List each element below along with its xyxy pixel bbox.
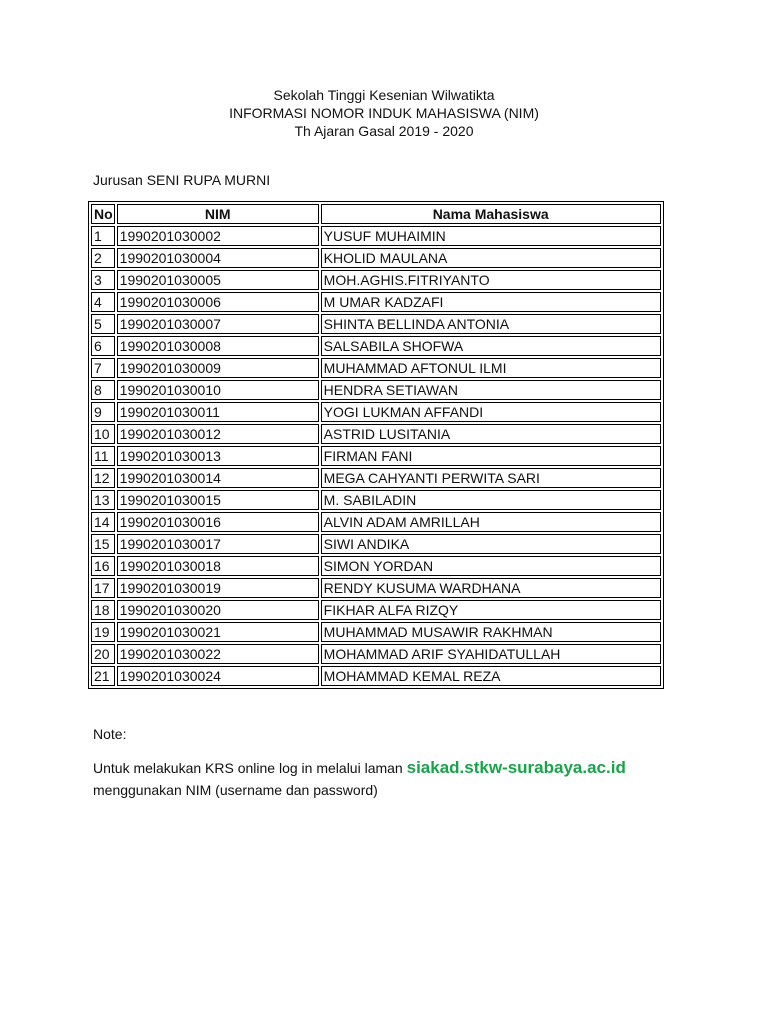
- cell-no: 13: [91, 490, 115, 510]
- cell-no: 21: [91, 666, 115, 686]
- cell-no: 12: [91, 468, 115, 488]
- cell-name: ASTRID LUSITANIA: [321, 424, 661, 444]
- cell-no: 18: [91, 600, 115, 620]
- cell-name: SHINTA BELLINDA ANTONIA: [321, 314, 661, 334]
- table-row: [91, 358, 661, 378]
- cell-no: 1: [91, 226, 115, 246]
- cell-name: HENDRA SETIAWAN: [321, 380, 661, 400]
- cell-no: 2: [91, 248, 115, 268]
- cell-name: MEGA CAHYANTI PERWITA SARI: [321, 468, 661, 488]
- table-row: [91, 380, 661, 400]
- student-table-container: [88, 201, 664, 689]
- cell-name: M UMAR KADZAFI: [321, 292, 661, 312]
- cell-no: 16: [91, 556, 115, 576]
- note-text: [93, 757, 733, 801]
- table-row: [91, 248, 661, 268]
- cell-nim: 1990201030013: [117, 446, 319, 466]
- cell-nim: 1990201030024: [117, 666, 319, 686]
- cell-nim: 1990201030007: [117, 314, 319, 334]
- cell-name: ALVIN ADAM AMRILLAH: [321, 512, 661, 532]
- table-row: [91, 644, 661, 664]
- cell-no: 15: [91, 534, 115, 554]
- cell-nim: 1990201030010: [117, 380, 319, 400]
- note-label: Note:: [93, 726, 127, 742]
- cell-name: MUHAMMAD MUSAWIR RAKHMAN: [321, 622, 661, 642]
- cell-no: 19: [91, 622, 115, 642]
- table-row: [91, 534, 661, 554]
- document-title: INFORMASI NOMOR INDUK MAHASISWA (NIM): [229, 105, 539, 121]
- cell-nim: 1990201030006: [117, 292, 319, 312]
- table-row: [91, 336, 661, 356]
- cell-nim: 1990201030020: [117, 600, 319, 620]
- cell-nim: 1990201030016: [117, 512, 319, 532]
- cell-name: FIKHAR ALFA RIZQY: [321, 600, 661, 620]
- note-line2-text: menggunakan NIM (username dan password): [93, 782, 378, 798]
- cell-name: FIRMAN FANI: [321, 446, 661, 466]
- cell-nim: 1990201030019: [117, 578, 319, 598]
- student-table: [88, 201, 664, 689]
- department-label: Jurusan SENI RUPA MURNI: [93, 172, 271, 188]
- cell-nim: 1990201030014: [117, 468, 319, 488]
- cell-no: 7: [91, 358, 115, 378]
- cell-no: 14: [91, 512, 115, 532]
- cell-no: 10: [91, 424, 115, 444]
- table-row: [91, 600, 661, 620]
- cell-nim: 1990201030012: [117, 424, 319, 444]
- cell-name: RENDY KUSUMA WARDHANA: [321, 578, 661, 598]
- table-row: [91, 424, 661, 444]
- cell-no: 9: [91, 402, 115, 422]
- cell-name: YOGI LUKMAN AFFANDI: [321, 402, 661, 422]
- cell-name: MOHAMMAD KEMAL REZA: [321, 666, 661, 686]
- cell-no: 6: [91, 336, 115, 356]
- cell-name: YUSUF MUHAIMIN: [321, 226, 661, 246]
- cell-nim: 1990201030022: [117, 644, 319, 664]
- table-row: [91, 314, 661, 334]
- cell-nim: 1990201030011: [117, 402, 319, 422]
- cell-name: M. SABILADIN: [321, 490, 661, 510]
- table-body: [91, 226, 661, 686]
- cell-no: 17: [91, 578, 115, 598]
- cell-no: 5: [91, 314, 115, 334]
- table-row: [91, 666, 661, 686]
- cell-name: SALSABILA SHOFWA: [321, 336, 661, 356]
- table-row: [91, 578, 661, 598]
- table-row: [91, 468, 661, 488]
- cell-no: 4: [91, 292, 115, 312]
- table-row: [91, 622, 661, 642]
- table-row: [91, 512, 661, 532]
- cell-name: KHOLID MAULANA: [321, 248, 661, 268]
- table-row: [91, 292, 661, 312]
- academic-period: Th Ajaran Gasal 2019 - 2020: [294, 123, 474, 139]
- table-row: [91, 270, 661, 290]
- header-no: No: [91, 204, 115, 224]
- cell-nim: 1990201030004: [117, 248, 319, 268]
- cell-name: SIWI ANDIKA: [321, 534, 661, 554]
- cell-name: MUHAMMAD AFTONUL ILMI: [321, 358, 661, 378]
- cell-nim: 1990201030018: [117, 556, 319, 576]
- cell-name: MOHAMMAD ARIF SYAHIDATULLAH: [321, 644, 661, 664]
- cell-nim: 1990201030005: [117, 270, 319, 290]
- cell-nim: 1990201030015: [117, 490, 319, 510]
- institution-name: Sekolah Tinggi Kesenian Wilwatikta: [273, 87, 495, 103]
- header-name: Nama Mahasiswa: [321, 204, 661, 224]
- header-nim: NIM: [117, 204, 319, 224]
- cell-nim: 1990201030017: [117, 534, 319, 554]
- table-header-row: [91, 204, 661, 224]
- cell-no: 20: [91, 644, 115, 664]
- cell-nim: 1990201030009: [117, 358, 319, 378]
- document-header: [0, 86, 768, 140]
- cell-no: 3: [91, 270, 115, 290]
- table-row: [91, 556, 661, 576]
- cell-name: MOH.AGHIS.FITRIYANTO: [321, 270, 661, 290]
- cell-nim: 1990201030021: [117, 622, 319, 642]
- table-row: [91, 446, 661, 466]
- cell-nim: 1990201030008: [117, 336, 319, 356]
- cell-nim: 1990201030002: [117, 226, 319, 246]
- table-row: [91, 490, 661, 510]
- cell-name: SIMON YORDAN: [321, 556, 661, 576]
- note-line1-text: Untuk melakukan KRS online log in melalui laman: [93, 760, 407, 776]
- table-row: [91, 226, 661, 246]
- cell-no: 8: [91, 380, 115, 400]
- table-row: [91, 402, 661, 422]
- cell-no: 11: [91, 446, 115, 466]
- siakad-link[interactable]: siakad.stkw-surabaya.ac.id: [406, 758, 626, 777]
